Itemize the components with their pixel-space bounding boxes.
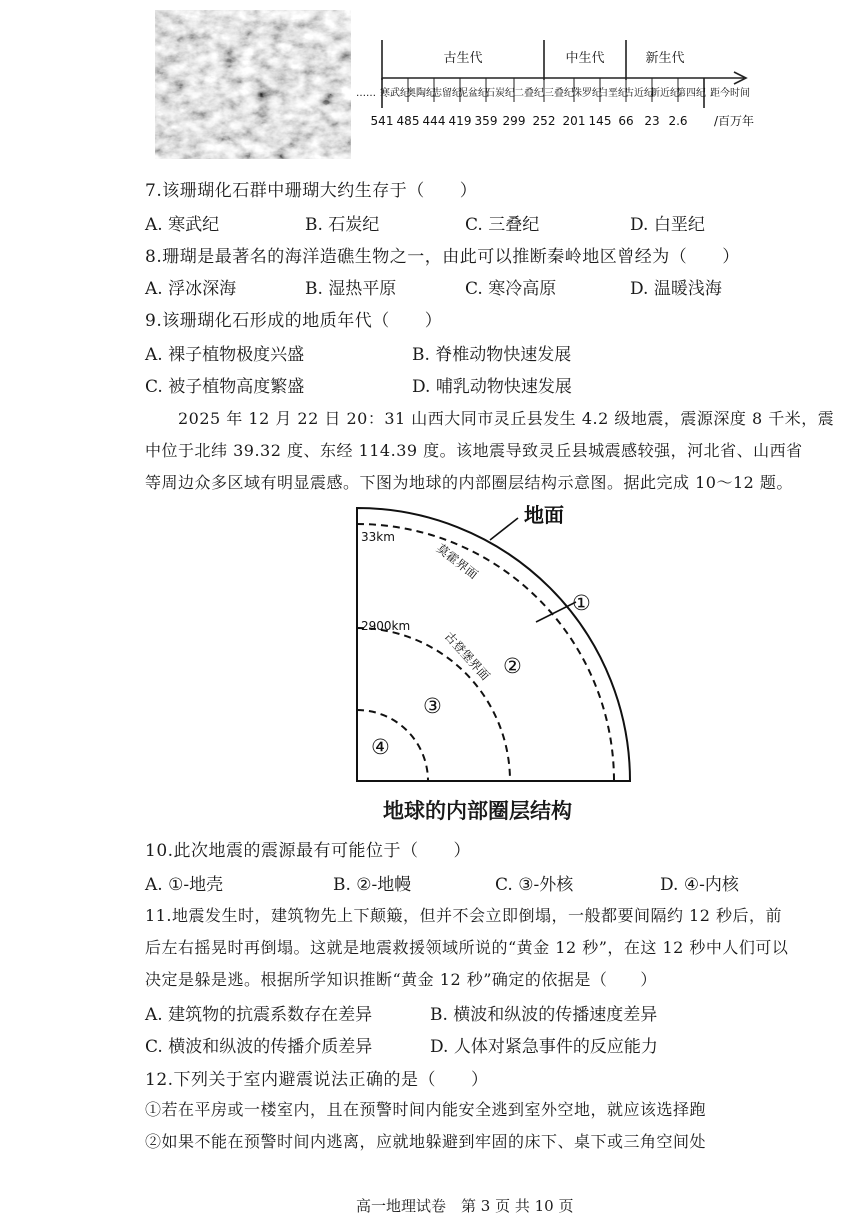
q9-option-b: B. 脊椎动物快速发展 (412, 345, 572, 365)
q8-option-c: C. 寒冷高原 (465, 279, 557, 299)
period-paleogene: 古近纪 (624, 88, 654, 99)
age-252: 252 (532, 114, 556, 128)
q11-option-c: C. 横波和纵波的传播介质差异 (145, 1037, 373, 1057)
gutenberg-label: 古登堡界面 (441, 629, 493, 684)
period-cretaceous: 白垩纪 (598, 88, 628, 99)
q11-line-2: 后左右摇晃时再倒塌。这就是地震救援领域所说的“黄金 12 秒”，在这 12 秒中人们可以 (145, 938, 789, 957)
q8-option-b: B. 湿热平原 (305, 279, 397, 299)
age-66: 66 (618, 114, 634, 128)
q12-statement-1: ①若在平房或一楼室内，且在预警时间内能安全逃到室外空地，就应该选择跑 (145, 1100, 707, 1119)
q7-option-c: C. 三叠纪 (465, 215, 540, 235)
q10-option-b: B. ②-地幔 (333, 875, 412, 895)
period-quaternary: 第四纪 (676, 88, 706, 99)
period-ordovician: 奥陶纪 (406, 88, 436, 99)
q10-option-a: A. ①-地壳 (145, 875, 224, 895)
period-neogene: 新近纪 (650, 88, 680, 99)
q7-option-a: A. 寒武纪 (145, 215, 220, 235)
intro-line-2: 中位于北纬 39.32 度、东经 114.39 度。该地震导致灵丘县城震感较强，河北省、山西省 (145, 441, 803, 460)
q11-line-1: 11.地震发生时，建筑物先上下颠簸，但并不会立即倒塌，一般都要间隔约 12 秒后，前 (145, 906, 782, 925)
age-541: 541 (370, 114, 394, 128)
q9-option-d: D. 哺乳动物快速发展 (412, 377, 572, 397)
coral-fossil-photo (155, 10, 351, 159)
period-triassic: 三叠纪 (544, 88, 574, 99)
age-419: 419 (448, 114, 472, 128)
layer-4-marker: ④ (371, 735, 390, 759)
age-299: 299 (502, 114, 526, 128)
q9-option-c: C. 被子植物高度繁盛 (145, 377, 305, 397)
q7-option-d: D. 白垩纪 (630, 215, 705, 235)
q12-stem: 12.下列关于室内避震说法正确的是（ ） (145, 1070, 489, 1090)
geologic-timeline (352, 30, 772, 130)
age-359: 359 (474, 114, 498, 128)
age-485: 485 (396, 114, 420, 128)
period-permian: 二叠纪 (514, 88, 544, 99)
period-carboniferous: 石炭纪 (485, 88, 515, 99)
q11-option-d: D. 人体对紧急事件的反应能力 (430, 1037, 658, 1057)
q7-option-b: B. 石炭纪 (305, 215, 380, 235)
q9-stem: 9.该珊瑚化石形成的地质年代（ ） (145, 311, 443, 331)
axis-label-unit: /百万年 (713, 114, 755, 128)
q8-option-d: D. 温暖浅海 (630, 279, 722, 299)
period-jurassic: 侏罗纪 (572, 88, 602, 99)
era-mesozoic: 中生代 (565, 51, 605, 66)
age-2-6: 2.6 (668, 114, 688, 128)
q8-stem: 8.珊瑚是最著名的海洋造礁生物之一，由此可以推断秦岭地区曾经为（ ） (145, 247, 740, 267)
intro-line-3: 等周边众多区域有明显震感。下图为地球的内部圈层结构示意图。据此完成 10～12 题。 (145, 473, 793, 492)
depth-33km-label: 33km (361, 530, 395, 544)
era-cenozoic: 新生代 (645, 51, 685, 66)
q9-option-a: A. 裸子植物极度兴盛 (145, 345, 305, 365)
q12-statement-2: ②如果不能在预警时间内逃离，应就地躲避到牢固的床下、桌下或三角空间处 (145, 1132, 707, 1151)
period-devonian: 泥盆纪 (458, 88, 488, 99)
period-cambrian: 寒武纪 (380, 88, 410, 99)
layer-1-marker: ① (572, 591, 591, 615)
q8-option-a: A. 浮冰深海 (145, 279, 237, 299)
layer-3-marker: ③ (423, 694, 442, 718)
q10-option-d: D. ④-内核 (660, 875, 739, 895)
q11-option-a: A. 建筑物的抗震系数存在差异 (145, 1005, 373, 1025)
surface-label: 地面 (524, 503, 564, 527)
depth-2900km-label: 2900km (361, 619, 411, 633)
age-145: 145 (588, 114, 612, 128)
q10-stem: 10.此次地震的震源最有可能位于（ ） (145, 841, 472, 861)
era-paleozoic: 古生代 (443, 51, 483, 66)
q10-option-c: C. ③-外核 (495, 875, 574, 895)
moho-label: 莫霍界面 (433, 541, 481, 582)
period-silurian: 志留纪 (432, 88, 462, 99)
layer-2-marker: ② (503, 654, 522, 678)
timeline-dots: …… (356, 88, 376, 99)
figure-title: 地球的内部圈层结构 (383, 799, 572, 823)
page-footer: 高一地理试卷 第 3 页 共 10 页 (356, 1197, 574, 1215)
q11-line-3: 决定是躲是逃。根据所学知识推断“黄金 12 秒”确定的依据是（ ） (145, 970, 657, 989)
age-201: 201 (562, 114, 586, 128)
age-23: 23 (644, 114, 660, 128)
intro-line-1: 2025 年 12 月 22 日 20：31 山西大同市灵丘县发生 4.2 级地震，震源深度 8 千米，震 (178, 409, 835, 428)
axis-label-time: 距今时间 (710, 88, 750, 99)
q7-stem: 7.该珊瑚化石群中珊瑚大约生存于（ ） (145, 181, 478, 201)
earth-layers-diagram (340, 498, 640, 793)
q11-option-b: B. 横波和纵波的传播速度差异 (430, 1005, 658, 1025)
age-444: 444 (422, 114, 446, 128)
